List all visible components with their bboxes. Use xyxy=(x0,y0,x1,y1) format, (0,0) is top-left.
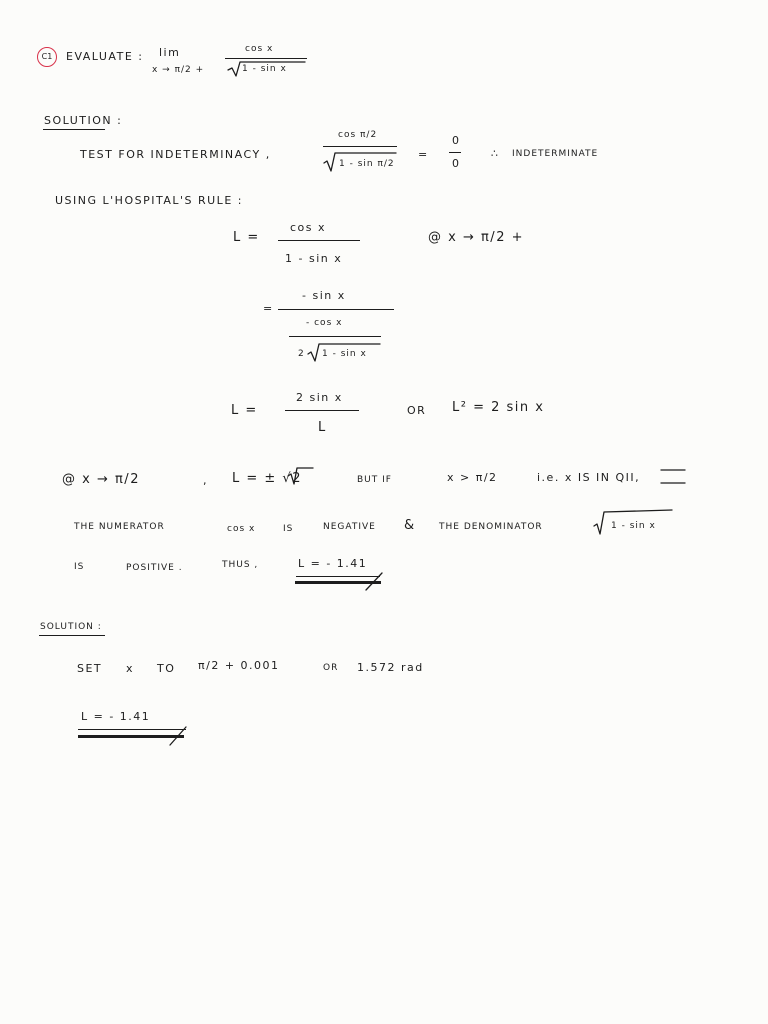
step2-numerator: - sin x xyxy=(302,289,346,302)
comma: , xyxy=(203,474,208,487)
solution2-heading: SOLUTION : xyxy=(40,622,102,632)
L1-numerator: cos x xyxy=(290,221,327,234)
test-equals: = xyxy=(418,148,429,161)
solution2-answer: L = - 1.41 xyxy=(81,710,151,723)
indeterminate-word: INDETERMINATE xyxy=(512,149,599,159)
line3-thus: THUS , xyxy=(222,560,259,570)
line2-cosx: cos x xyxy=(227,524,256,534)
line2-ampersand: & xyxy=(404,518,416,533)
zero-denominator: 0 xyxy=(452,157,461,170)
solution2-to: TO xyxy=(157,662,176,675)
quadrant-overline xyxy=(661,470,685,483)
lhospital-rule-label: USING L'HOSPITAL'S RULE : xyxy=(55,194,243,207)
therefore-symbol: ∴ xyxy=(491,147,500,160)
line2-is: IS xyxy=(283,524,294,534)
at-condition: @ x → π/2 + xyxy=(428,230,524,245)
step2-inner-numerator: - cos x xyxy=(306,318,343,328)
at-limit-expression: @ x → π/2 xyxy=(62,472,140,487)
ie-quadrant-text: i.e. x IS IN QII, xyxy=(537,471,641,484)
line2-radicand: 1 - sin x xyxy=(611,521,656,531)
L3-denominator: L xyxy=(318,420,327,435)
line2-the-numerator: THE NUMERATOR xyxy=(74,522,165,532)
step2-inner-radicand: 1 - sin x xyxy=(322,349,367,359)
but-if-text: BUT IF xyxy=(357,475,392,485)
L3-squared-form: L² = 2 sin x xyxy=(452,400,545,415)
test-label: TEST FOR INDETERMINACY , xyxy=(80,148,271,161)
L3-numerator: 2 sin x xyxy=(296,391,343,404)
solution1-answer: L = - 1.41 xyxy=(298,557,368,570)
L3-or: OR xyxy=(407,404,427,417)
step2-inner-coef: 2 xyxy=(298,349,305,359)
limit-subscript: x → π/2 + xyxy=(152,65,205,75)
L1-lhs: L = xyxy=(233,230,260,245)
solution2-set: SET xyxy=(77,662,103,675)
solution2-value: π/2 + 0.001 xyxy=(198,659,280,672)
problem-number-badge: C1 xyxy=(37,47,57,67)
line3-positive: POSITIVE . xyxy=(126,563,183,573)
x-condition: x > π/2 xyxy=(447,471,498,484)
problem-radical xyxy=(228,62,305,76)
answer1-hash xyxy=(366,573,382,590)
step2-radical xyxy=(308,344,380,361)
line2-the-denominator: THE DENOMINATOR xyxy=(439,522,543,532)
limit-word: lim xyxy=(159,46,181,59)
solution2-or: OR xyxy=(323,663,339,673)
line2-negative: NEGATIVE xyxy=(323,522,376,532)
root2-radical xyxy=(288,468,313,484)
solution2-x: x xyxy=(126,662,135,675)
test-denominator: 1 - sin π/2 xyxy=(339,159,395,169)
L1-denominator: 1 - sin x xyxy=(285,252,343,265)
test-numerator: cos π/2 xyxy=(338,130,378,140)
step2-equals: = xyxy=(263,302,274,315)
line3-is: IS xyxy=(74,562,85,572)
line2-radical xyxy=(594,510,672,534)
answer2-hash xyxy=(170,727,186,745)
L-plus-minus-root2: L = ± √2 xyxy=(232,471,302,486)
zero-numerator: 0 xyxy=(452,134,461,147)
evaluate-label: EVALUATE : xyxy=(66,50,144,63)
test-radical xyxy=(324,153,396,171)
solution-heading: SOLUTION : xyxy=(44,114,123,127)
problem-numerator: cos x xyxy=(245,44,274,54)
problem-denominator: 1 - sin x xyxy=(242,64,287,74)
solution2-radians: 1.572 rad xyxy=(357,661,424,674)
L3-lhs: L = xyxy=(231,403,258,418)
